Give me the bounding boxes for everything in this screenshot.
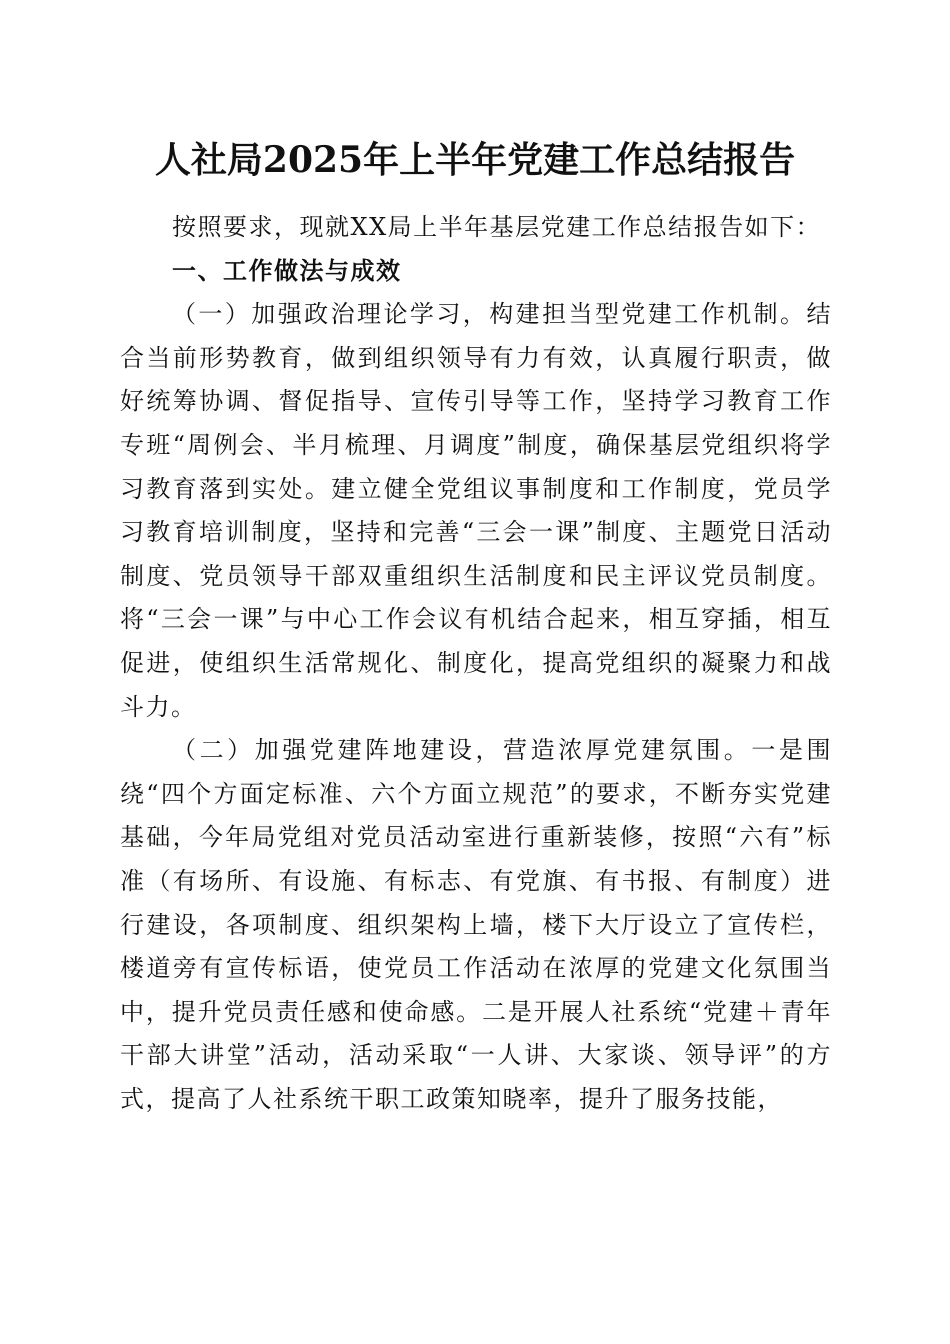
intro-paragraph: 按照要求，现就XX局上半年基层党建工作总结报告如下： [172, 213, 822, 241]
document-title: 人社局2025年上半年党建工作总结报告 [154, 139, 796, 181]
paragraph-sub1 [120, 293, 832, 729]
document-body [120, 206, 832, 1121]
sub2-lead: （二）加强党建阵地建设，营造浓厚党建氛围。 [172, 736, 752, 765]
sub2-body: 一是围绕“四个方面定标准、六个方面立规范”的要求，不断夯实党建基础，今年局党组对党员活动室进行重新装修，按照“六有”标准（有场所、有设施、有标志、有党旗、有书报、有制度）进行建设，各项制度、组织架构上墙，楼下大厅设立了宣传栏，楼道旁有宣传标语，使党员工作活动在浓厚的党建文化氛围当中，提升党员责任感和使命感。二是开展人社系统“党建＋青年干部大讲堂”活动，活动采取“一人讲、大家谈、领导评”的方式，提高了人社系统干职工政策知晓率，提升了服务技能， [120, 736, 833, 1113]
paragraph-sub2 [120, 729, 832, 1121]
sub1-lead: （一）加强政治理论学习，构建担当型党建工作机制。 [172, 300, 807, 329]
section-heading: 一、工作做法与成效 [172, 256, 402, 285]
sub1-body: 结合当前形势教育，做到组织领导有力有效，认真履行职责，做好统筹协调、督促指导、宣传引导等工作，坚持学习教育工作专班“周例会、半月梳理、月调度”制度，确保基层党组织将学习教育落到实处。建立健全党组议事制度和工作制度，党员学习教育培训制度，坚持和完善“三会一课”制度、主题党日活动制度、党员领导干部双重组织生活制度和民主评议党员制度。将“三会一课”与中心工作会议有机结合起来，相互穿插，相互促进，使组织生活常规化、制度化，提高党组织的凝聚力和战斗力。 [120, 300, 832, 721]
